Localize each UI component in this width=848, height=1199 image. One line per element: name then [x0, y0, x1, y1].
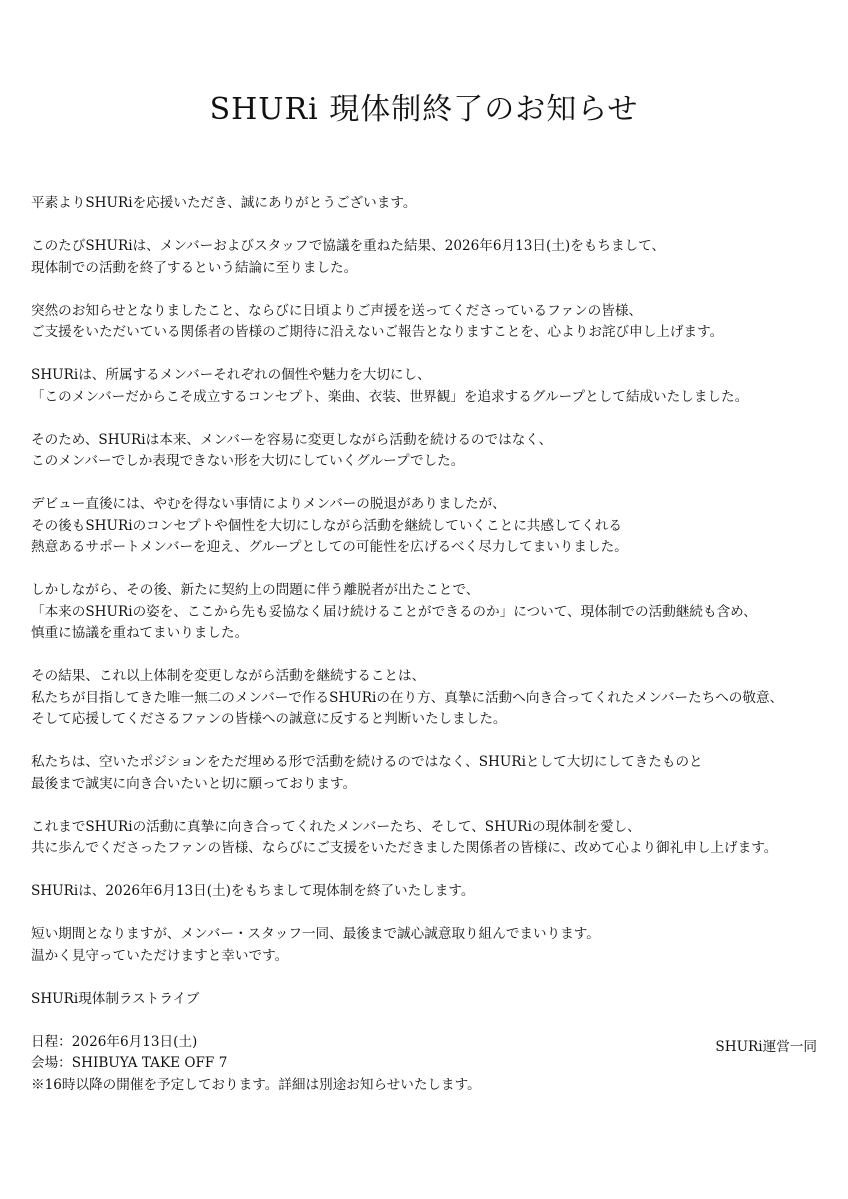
notice-body: [31, 193, 821, 1118]
paragraph: [31, 989, 821, 1011]
text-line: デビュー直後には、やむを得ない事情によりメンバーの脱退がありましたが、: [31, 496, 506, 512]
text-line: 「このメンバーだからこそ成立するコンセプト、楽曲、衣装、世界観」を追求するグループとして結成いたしました。: [31, 388, 749, 405]
text-line: 慎重に協議を重ねてまいりました。: [31, 625, 249, 641]
paragraph: [31, 817, 821, 860]
text-line: 最後まで誠実に向き合いたいと切に願っております。: [31, 775, 357, 792]
paragraph: [31, 301, 821, 344]
text-line: ご支援をいただいている関係者の皆様のご期待に沿えないご報告となりますことを、心よりお詫び申し上げます。: [31, 324, 724, 340]
text-line: このメンバーでしか表現できない形を大切にしていくグループでした。: [31, 453, 465, 469]
text-line: 私たちは、空いたポジションをただ埋める形で活動を続けるのではなく、SHURiとして大切にしてきたものと: [31, 754, 703, 770]
paragraph: [31, 924, 821, 967]
text-line: これまでSHURiの活動に真摯に向き合ってくれたメンバーたち、そして、SHURiの現体制を愛し、: [31, 818, 641, 835]
text-line: 「本来のSHURiの姿を、ここから先も妥協なく届け続けることができるのか」について、現体制での活動継続も含め、: [31, 603, 757, 620]
signature: SHURi運営一同: [715, 1039, 817, 1055]
text-line: 私たちが目指してきた唯一無二のメンバーで作るSHURiの在り方、真摯に活動へ向き合ってくれたメンバーたちへの敬意、: [31, 689, 784, 706]
paragraph: [31, 881, 821, 903]
text-line: 共に歩んでくださったファンの皆様、ならびにご支援をいただきました関係者の皆様に、改めて心より御礼申し上げます。: [31, 840, 778, 856]
text-line: 突然のお知らせとなりましたこと、ならびに日頃よりご声援を送ってくださっているファンの皆様、: [31, 302, 643, 319]
text-line: 現体制での活動を終了するという結論に至りました。: [31, 259, 358, 276]
text-line: SHURi現体制ラストライブ: [31, 990, 200, 1007]
text-line: その後もSHURiのコンセプトや個性を大切にしながら活動を継続していくことに共感してくれる: [31, 517, 622, 534]
text-line: 平素よりSHURiを応援いただき、誠にありがとうございます。: [31, 195, 417, 211]
text-line: そして応援してくださるファンの皆様への誠意に反すると判断いたしました。: [31, 711, 507, 727]
paragraph: [31, 666, 821, 731]
text-line: このたびSHURiは、メンバーおよびスタッフで協議を重ねた結果、2026年6月13日(土)をもちまして、: [31, 238, 666, 254]
text-line: そのため、SHURiは本来、メンバーを容易に変更しながら活動を続けるのではなく、: [31, 431, 553, 448]
text-line: 熱意あるサポートメンバーを迎え、グループとしての可能性を広げるべく尽力してまいりました。: [31, 539, 628, 555]
paragraph: [31, 365, 821, 408]
paragraph: [31, 494, 821, 559]
text-line: 温かく見守っていただけますと幸いです。: [31, 947, 289, 964]
text-line: ※16時以降の開催を予定しております。詳細は別途お知らせいたします。: [31, 1076, 481, 1093]
text-line: しかしながら、その後、新たに契約上の問題に伴う離脱者が出たことで、: [31, 582, 480, 598]
text-line: その結果、これ以上体制を変更しながら活動を継続することは、: [31, 668, 426, 684]
paragraph: [31, 752, 821, 795]
text-line: 日程：2026年6月13日(土): [31, 1033, 198, 1050]
paragraph: [31, 236, 821, 279]
paragraph: [31, 193, 821, 215]
paragraph: [31, 430, 821, 473]
text-line: 会場：SHIBUYA TAKE OFF 7: [31, 1055, 228, 1071]
page-title: SHURi 現体制終了のお知らせ: [209, 92, 639, 127]
paragraph: [31, 580, 821, 645]
paragraph: [31, 1032, 821, 1097]
text-line: 短い期間となりますが、メンバー・スタッフ一同、最後まで誠心誠意取り組んでまいります。: [31, 926, 600, 942]
text-line: SHURiは、所属するメンバーそれぞれの個性や魅力を大切にし、: [31, 367, 431, 383]
text-line: SHURiは、2026年6月13日(土)をもちまして現体制を終了いたします。: [31, 883, 475, 899]
